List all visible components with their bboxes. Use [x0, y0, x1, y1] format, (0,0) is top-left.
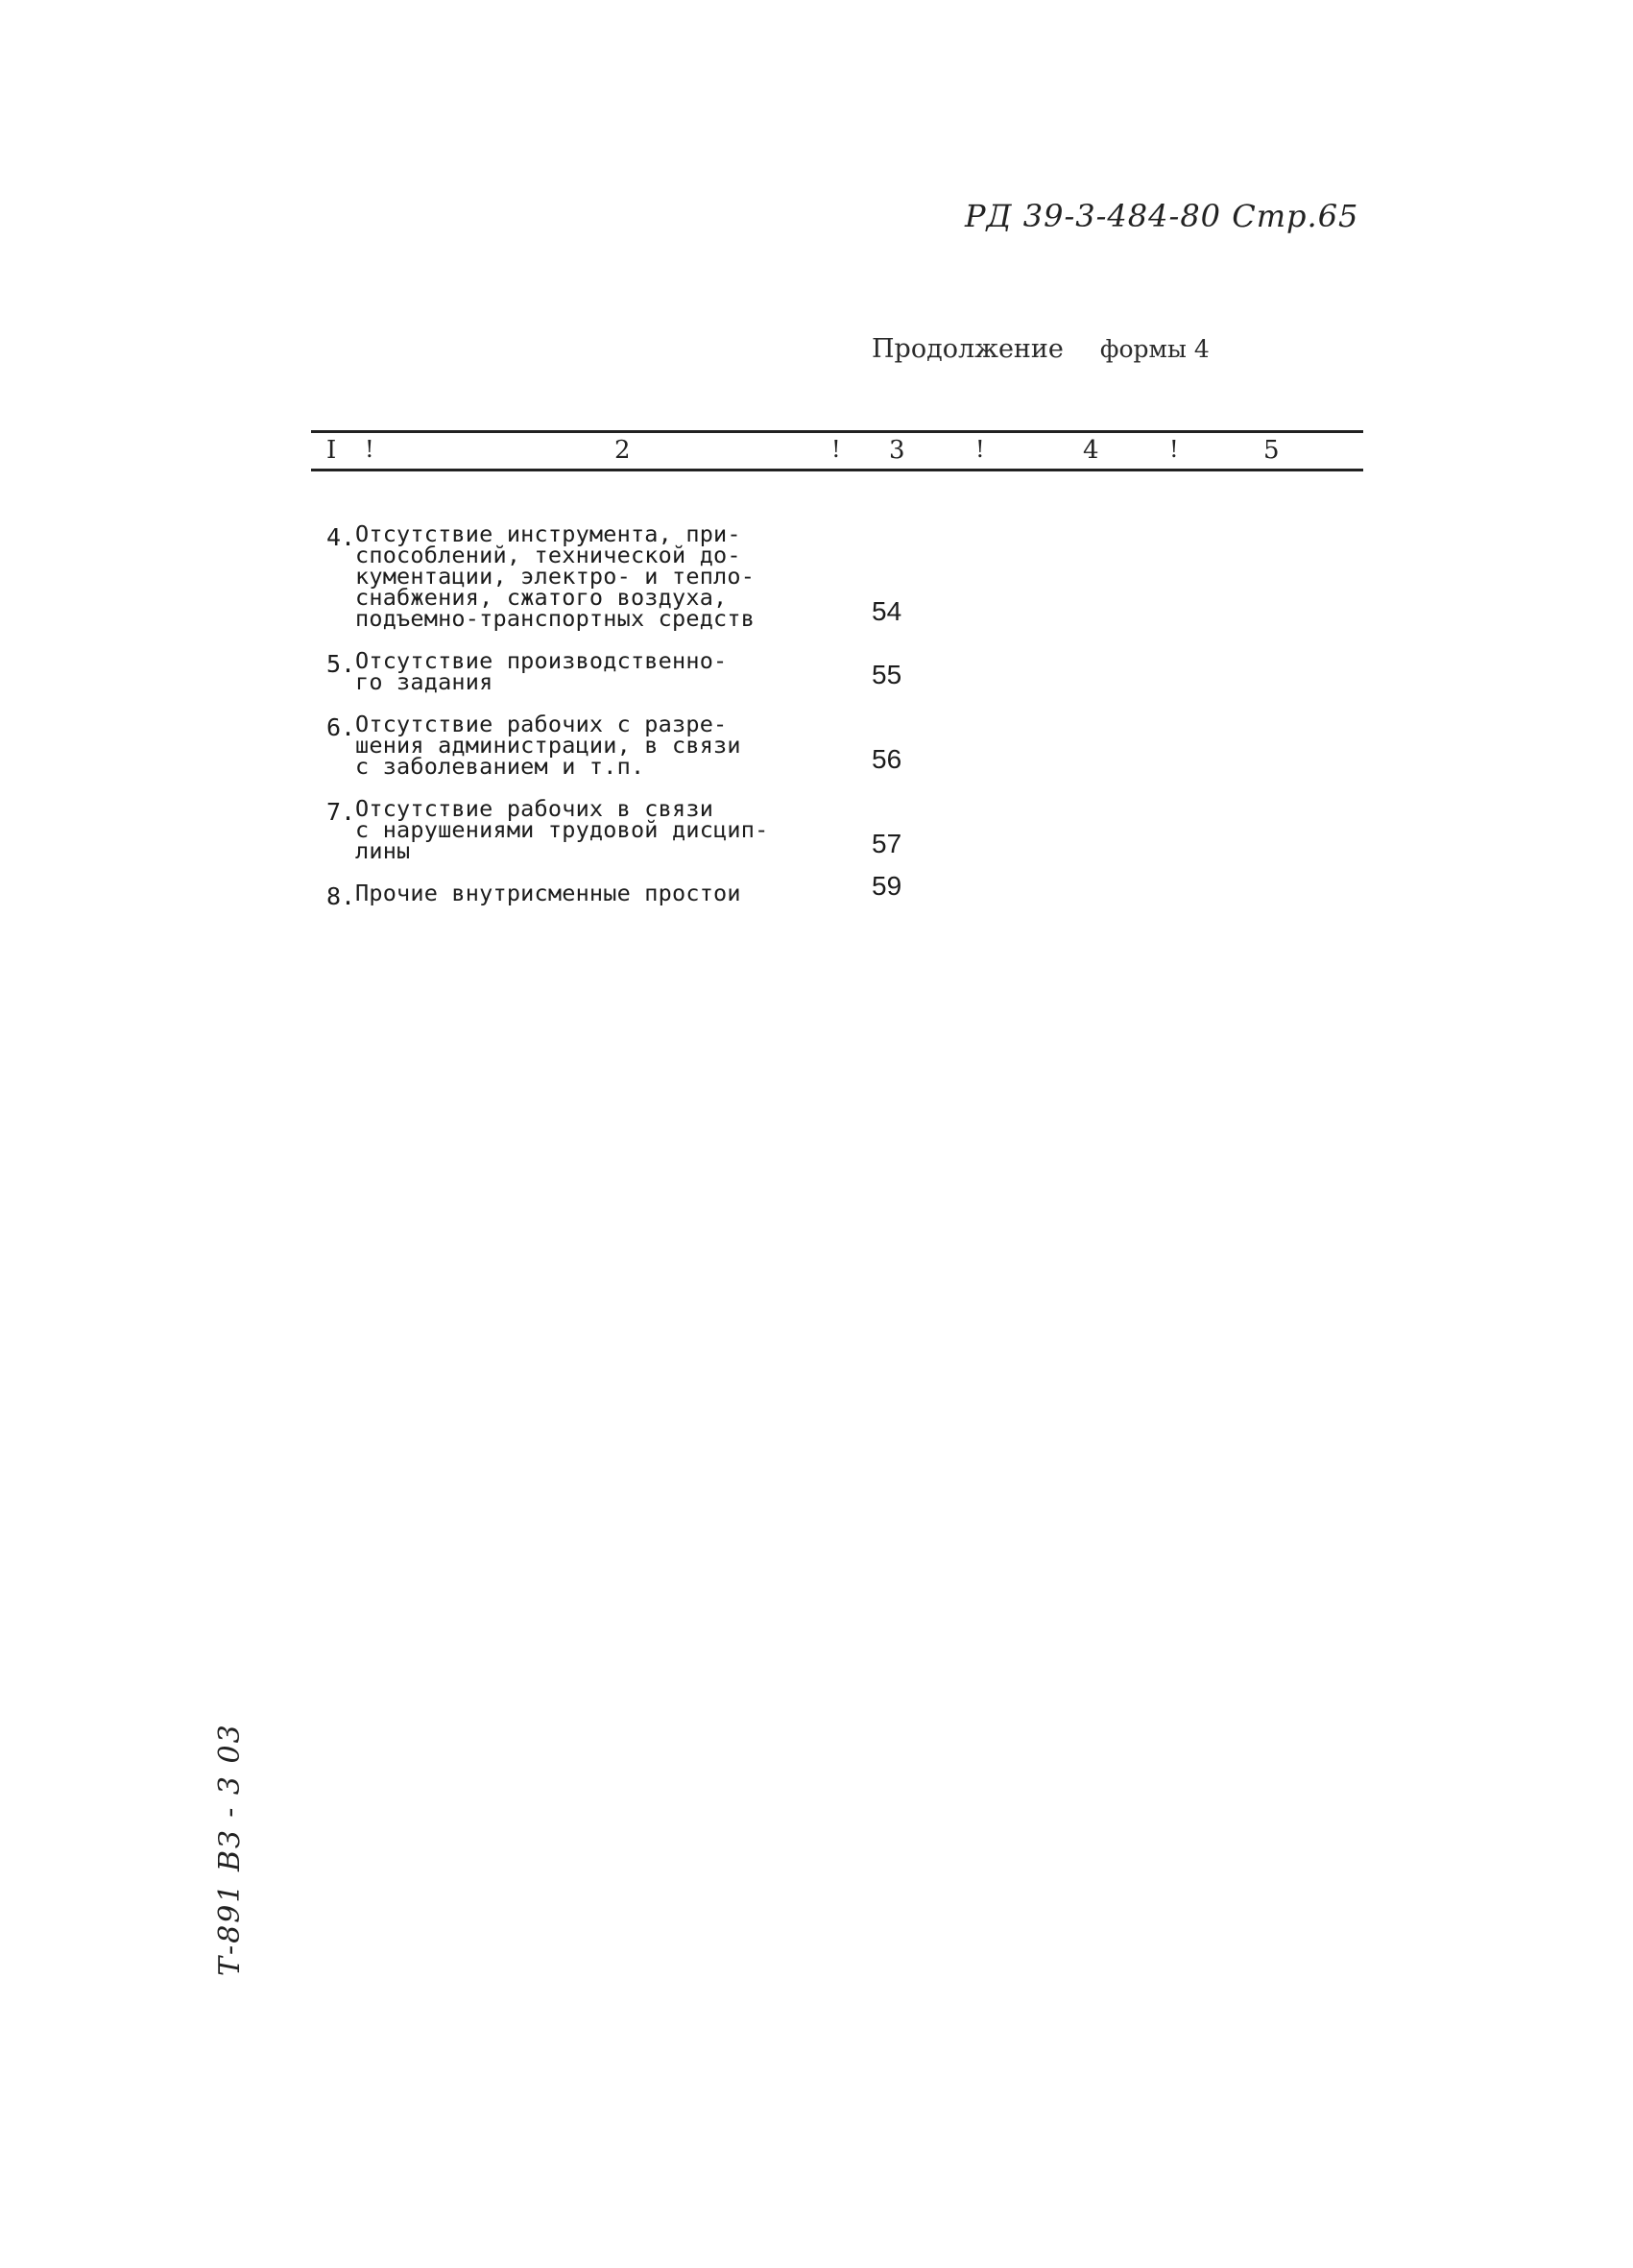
row-description: Отсутствие инструмента, при- способлений, технической до- кументации, электро- и тепло- снабжения, сжатого воздуха, подъемно-транспортных средств: [355, 520, 756, 632]
column-separator: !: [975, 436, 985, 463]
form-label: формы 4: [1099, 335, 1210, 363]
row-number: 4.: [326, 523, 356, 551]
row-number: 8.: [326, 882, 356, 910]
row-number: 7.: [326, 798, 356, 826]
table-body: [326, 520, 960, 925]
column-separator: !: [1169, 436, 1179, 463]
row-number: 5.: [326, 650, 356, 678]
column-header-4: 4: [1083, 436, 1099, 465]
table-row: [326, 795, 912, 864]
table-header-rule: [311, 469, 1363, 471]
table-top-rule: [311, 430, 1363, 433]
table-row: [326, 520, 912, 632]
row-code: 57: [872, 829, 902, 858]
column-header-1: I: [326, 436, 337, 465]
row-code: 54: [872, 596, 902, 626]
table-row: [326, 871, 912, 910]
column-header-3: 3: [889, 436, 905, 465]
row-code: 55: [872, 660, 902, 689]
column-separator: !: [831, 436, 841, 463]
continuation-label: Продолжение: [872, 334, 1064, 364]
page-header: РД 39-3-484-80 Стр.65: [965, 198, 1359, 234]
row-code: 56: [872, 744, 902, 774]
column-separator: !: [365, 436, 374, 463]
row-description: Отсутствие рабочих в связи с нарушениями трудовой дисцип- лины: [355, 795, 769, 864]
column-header-2: 2: [614, 436, 631, 465]
table-row: [326, 711, 912, 780]
margin-handwritten-note: Т-891 ВЗ - 3 03: [213, 1723, 247, 1976]
row-description: Отсутствие рабочих с разре- шения администрации, в связи с заболеванием и т.п.: [355, 711, 741, 780]
continuation-caption: [872, 334, 1210, 364]
row-description: Отсутствие производственно- го задания: [355, 647, 728, 695]
row-code: 59: [872, 871, 902, 901]
row-description: Прочие внутрисменные простои: [355, 880, 741, 906]
row-number: 6.: [326, 713, 356, 741]
column-header-5: 5: [1263, 436, 1280, 465]
table-row: [326, 647, 912, 695]
